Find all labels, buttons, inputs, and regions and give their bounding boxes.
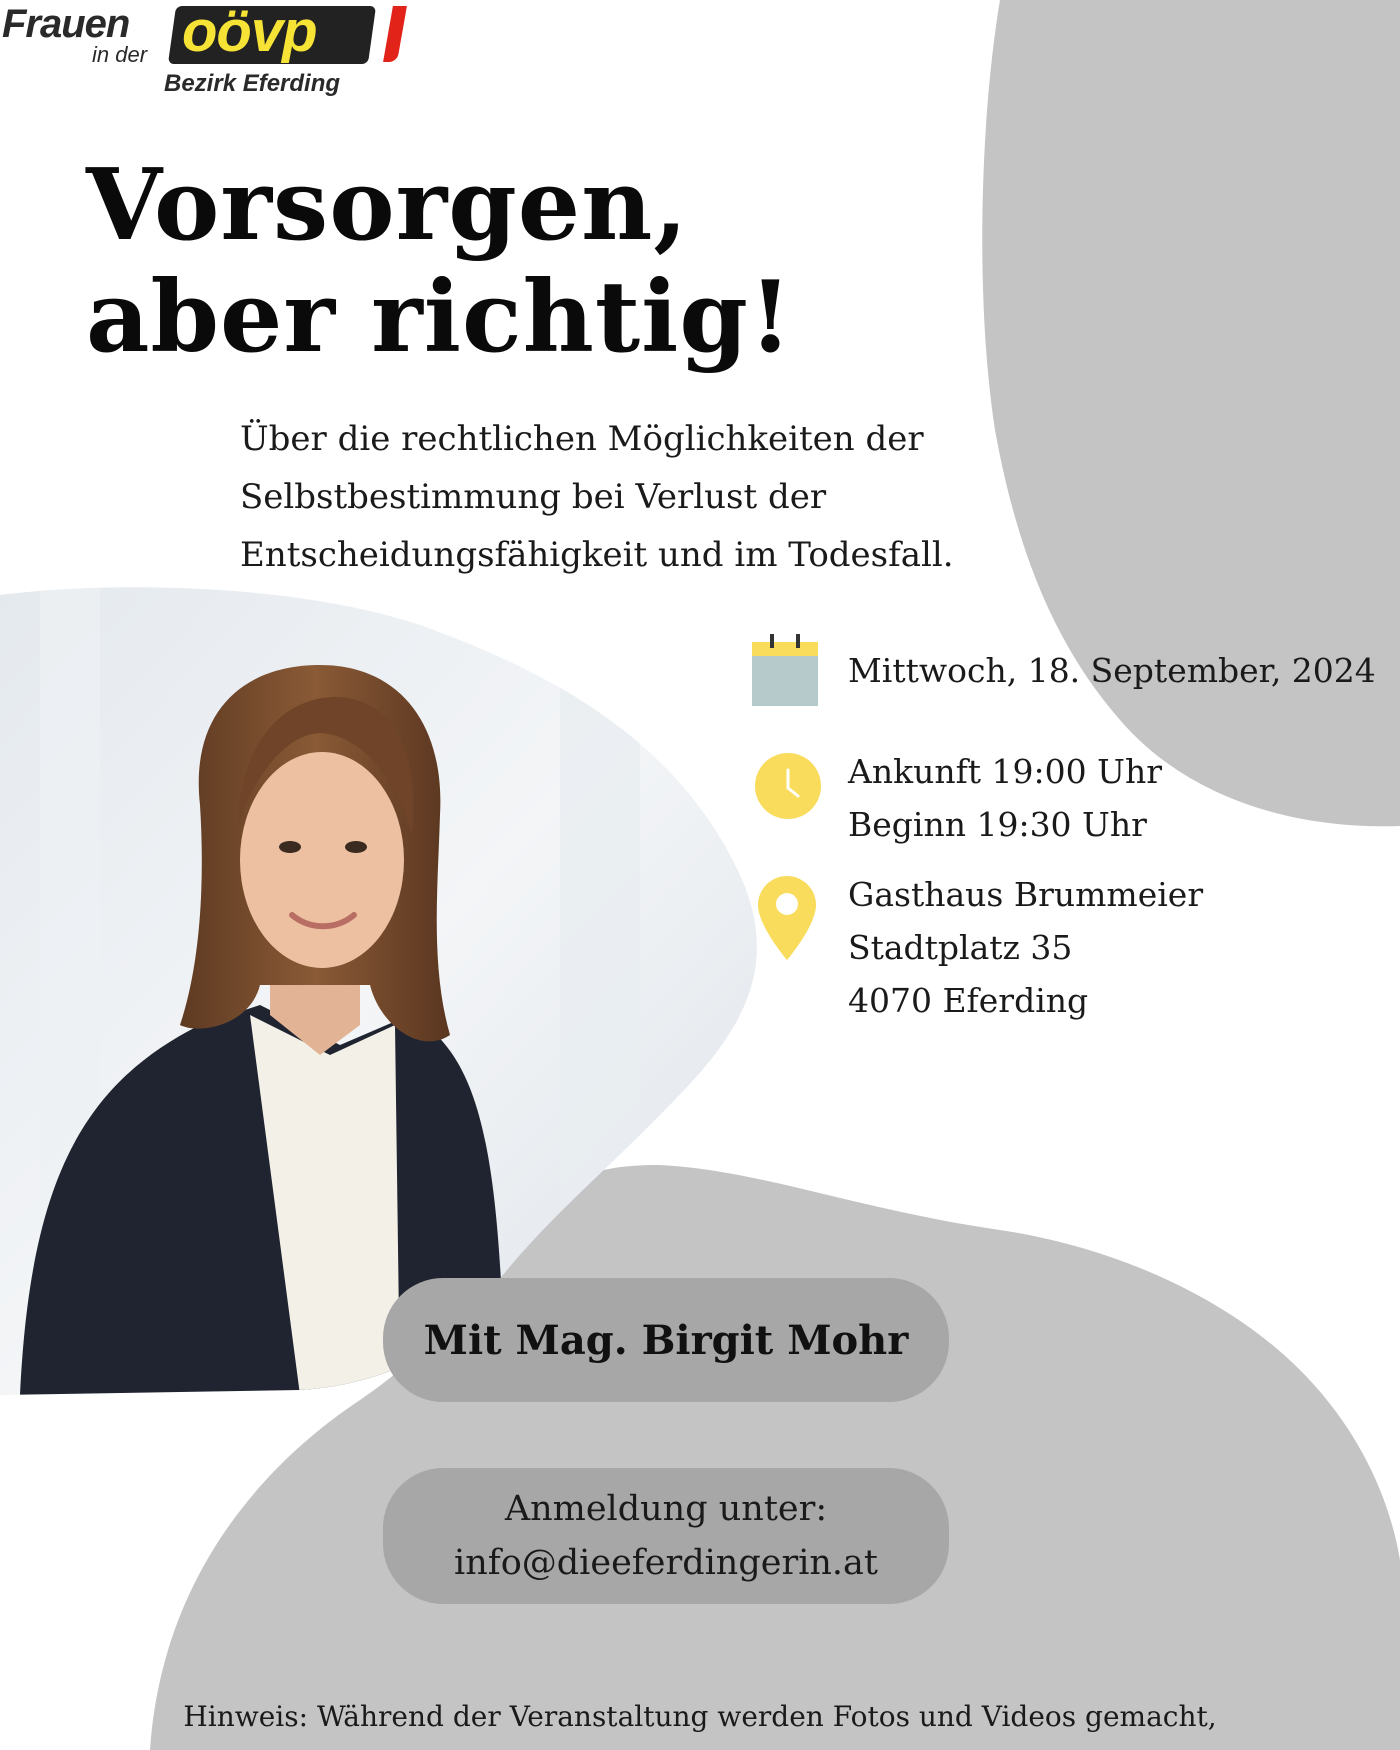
venue-street: Stadtplatz 35 (848, 928, 1073, 967)
logo-red-mark (383, 6, 407, 62)
venue-name: Gasthaus Brummeier (848, 875, 1204, 914)
location-pin-icon (756, 874, 818, 962)
signup-email[interactable]: info@dieeferdingerin.at (454, 1543, 878, 1583)
calendar-icon (750, 632, 820, 708)
venue-city: 4070 Eferding (848, 981, 1089, 1020)
start-time: Beginn 19:30 Uhr (848, 805, 1147, 844)
photo-notice: Hinweis: Während der Veranstaltung werden Fotos und Videos gemacht, (183, 1700, 1217, 1733)
clock-icon (754, 752, 822, 820)
speaker-label: Mit Mag. Birgit Mohr (423, 1316, 909, 1364)
logo-in-der-text: in der (92, 42, 148, 67)
subtitle-line-3: Entscheidungsfähigkeit und im Todesfall. (240, 535, 954, 575)
subtitle (240, 410, 1060, 584)
page-title (86, 150, 793, 374)
logo-frauen-text: Frauen (2, 2, 130, 46)
event-location (848, 868, 1203, 1027)
logo-district-text: Bezirk Eferding (164, 70, 341, 97)
signup-label: Anmeldung unter: (504, 1489, 828, 1529)
title-line-2: aber richtig! (86, 260, 793, 375)
event-times (848, 745, 1162, 851)
logo-party-text: oövp (182, 0, 317, 64)
subtitle-line-1: Über die rechtlichen Möglichkeiten der (240, 419, 924, 459)
speaker-badge (383, 1278, 949, 1402)
signup-badge (383, 1468, 949, 1604)
subtitle-line-2: Selbstbestimmung bei Verlust der (240, 477, 827, 517)
arrival-time: Ankunft 19:00 Uhr (848, 752, 1162, 791)
title-line-1: Vorsorgen, (86, 148, 689, 263)
party-logo (0, 0, 440, 110)
event-date: Mittwoch, 18. September, 2024 (848, 651, 1376, 690)
speaker-photo (0, 585, 760, 1395)
